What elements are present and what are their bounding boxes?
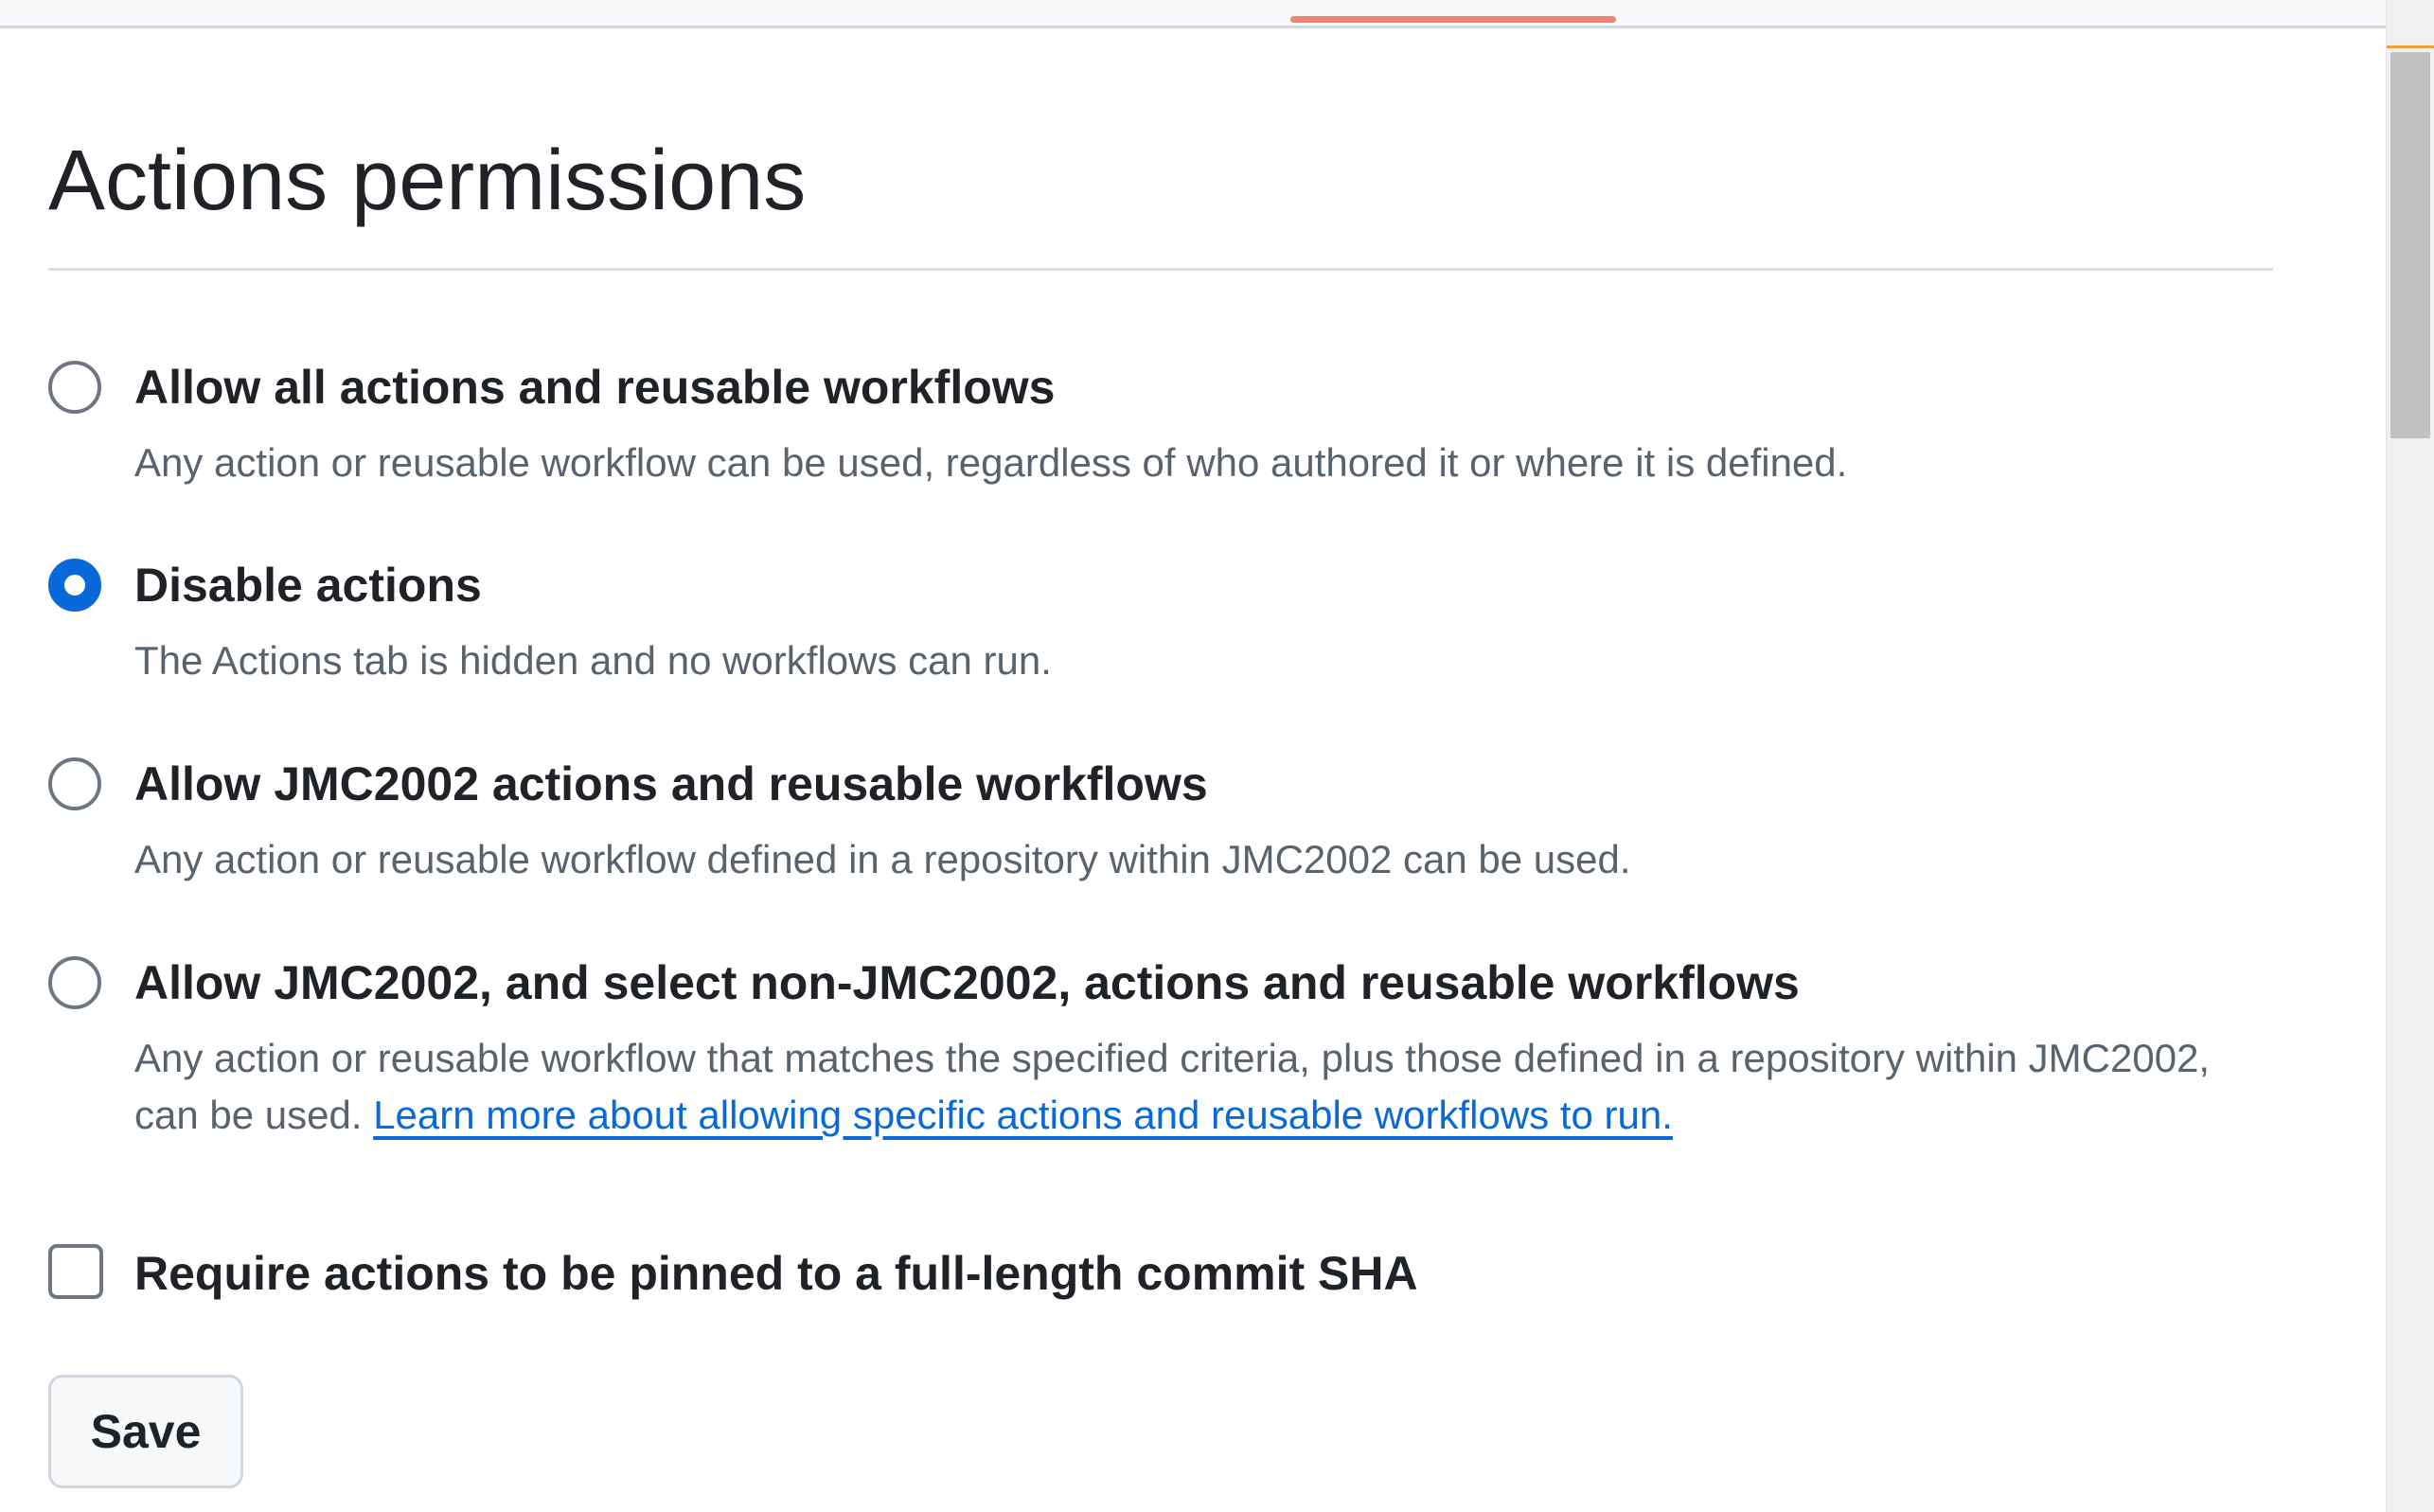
disable-actions-description: The Actions tab is hidden and no workflows can run. [134,638,1052,683]
title-divider [48,268,2273,271]
allow-owner-description: Any action or reusable workflow defined in a repository within JMC2002 can be used. [134,837,1631,881]
top-header-strip [0,0,2386,28]
scrollbar-top-marker [2387,45,2434,48]
allow-all-radio[interactable] [48,361,101,414]
page-title: Actions permissions [48,133,807,228]
disable-actions-label[interactable]: Disable actions [134,559,482,612]
active-tab-indicator [1290,16,1616,23]
learn-more-link[interactable]: Learn more about allowing specific actions and reusable workflows to run. [373,1093,1673,1137]
allow-select-radio[interactable] [48,956,101,1009]
scrollbar-thumb[interactable] [2390,52,2430,438]
allow-owner-radio[interactable] [48,757,101,810]
require-sha-checkbox[interactable] [48,1244,103,1299]
require-sha-label[interactable]: Require actions to be pinned to a full-length commit SHA [134,1247,1418,1300]
allow-select-label[interactable]: Allow JMC2002, and select non-JMC2002, actions and reusable workflows [134,956,1800,1009]
save-button[interactable]: Save [48,1375,243,1488]
allow-select-description [134,1030,2246,1144]
allow-all-label[interactable]: Allow all actions and reusable workflows [134,361,1056,414]
allow-select-description-text: Any action or reusable workflow that matches the specified criteria, plus those defined in a repository within JMC2002, can be used. [134,1036,2211,1137]
disable-actions-radio[interactable] [48,559,101,612]
allow-all-description: Any action or reusable workflow can be used, regardless of who authored it or where it is defined. [134,440,1848,485]
allow-owner-label[interactable]: Allow JMC2002 actions and reusable workflows [134,757,1208,810]
